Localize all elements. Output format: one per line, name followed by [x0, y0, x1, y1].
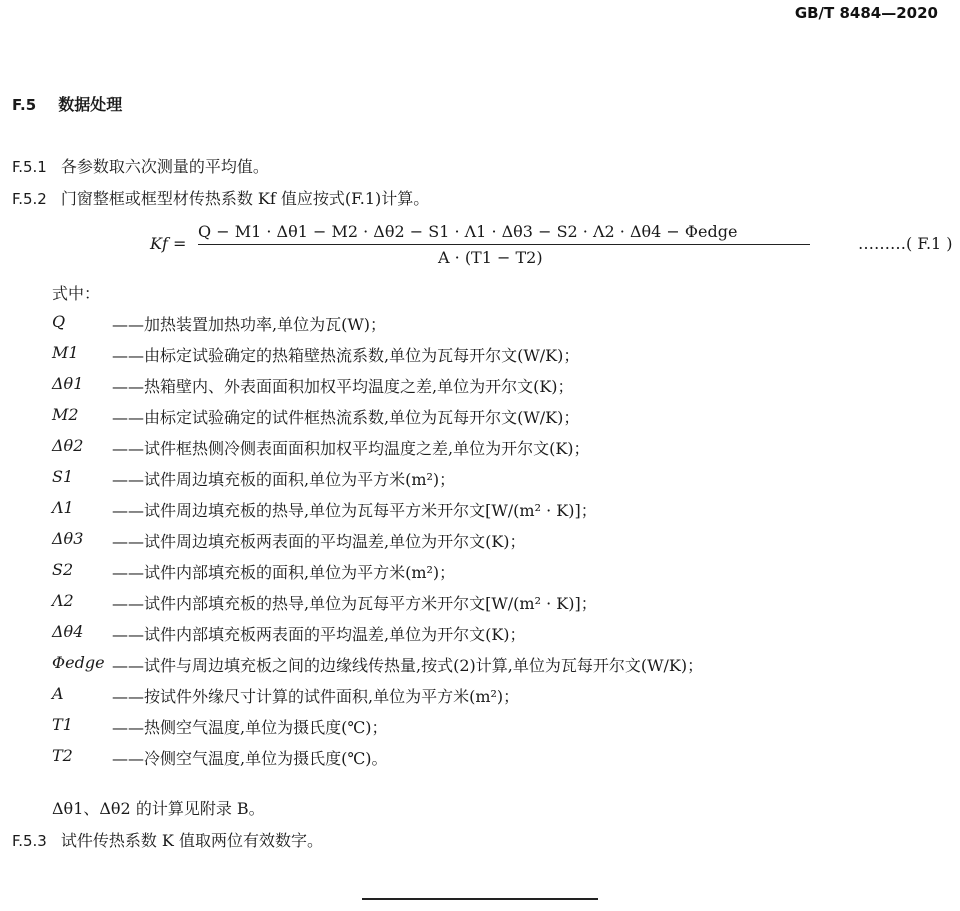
- description: ——热箱壁内、外表面面积加权平均温度之差,单位为开尔文(K)；: [112, 377, 574, 396]
- symbol: A: [52, 684, 64, 703]
- symbol: Δθ1: [52, 374, 84, 393]
- description: ——试件框热侧冷侧表面面积加权平均温度之差,单位为开尔文(K)；: [112, 439, 590, 458]
- symbol: Δθ4: [52, 622, 84, 641]
- description: ——试件与周边填充板之间的边缘线传热量,按式(2)计算,单位为瓦每开尔文(W/K)；: [112, 656, 704, 675]
- symbol: M1: [52, 343, 79, 362]
- section-number: F.5: [12, 96, 37, 114]
- description: ——热侧空气温度,单位为摄氏度(℃)；: [112, 718, 388, 737]
- clause-f53: [12, 828, 323, 851]
- description: ——按试件外缘尺寸计算的试件面积,单位为平方米(m²)；: [112, 687, 520, 706]
- clause-number: F.5.2: [12, 190, 47, 208]
- symbol: T1: [52, 715, 73, 734]
- description: ——试件周边填充板两表面的平均温差,单位为开尔文(K)；: [112, 532, 526, 551]
- clause-f52: [12, 186, 429, 209]
- appendix-note: Δθ1、Δθ2 的计算见附录 B。: [52, 799, 265, 818]
- symbol: T2: [52, 746, 73, 765]
- clause-f51: [12, 154, 269, 177]
- formula-f1: [150, 222, 953, 272]
- description: ——试件内部填充板的面积,单位为平方米(m²)；: [112, 563, 456, 582]
- symbol: Δθ3: [52, 529, 84, 548]
- description: ——试件周边填充板的热导,单位为瓦每平方米开尔文[W/(m² · K)]；: [112, 501, 597, 520]
- symbol: Λ1: [52, 498, 74, 517]
- equation-number: ………( F.1 ): [858, 234, 953, 253]
- standard-code: GB/T 8484—2020: [794, 4, 938, 22]
- formula-denominator: A · (T1 − T2): [438, 248, 543, 267]
- description: ——加热装置加热功率,单位为瓦(W)；: [112, 315, 387, 334]
- section-heading: [12, 92, 122, 115]
- end-rule: [362, 898, 598, 900]
- symbol: Q: [52, 312, 66, 331]
- section-title: 数据处理: [58, 95, 123, 114]
- description: ——由标定试验确定的试件框热流系数,单位为瓦每开尔文(W/K)；: [112, 408, 580, 427]
- clause-number: F.5.3: [12, 832, 47, 850]
- symbol: Δθ2: [52, 436, 84, 455]
- description: ——冷侧空气温度,单位为摄氏度(℃)。: [112, 749, 388, 768]
- clause-text: 各参数取六次测量的平均值。: [60, 157, 269, 176]
- description: ——试件内部填充板的热导,单位为瓦每平方米开尔文[W/(m² · K)]；: [112, 594, 597, 613]
- clause-text: 门窗整框或框型材传热系数 Kf 值应按式(F.1)计算。: [60, 189, 430, 208]
- symbol: Φedge: [52, 653, 105, 672]
- fraction-bar: [198, 244, 810, 245]
- description: ——试件内部填充板两表面的平均温差,单位为开尔文(K)；: [112, 625, 526, 644]
- symbol: Λ2: [52, 591, 74, 610]
- description: ——试件周边填充板的面积,单位为平方米(m²)；: [112, 470, 456, 489]
- where-label: 式中：: [52, 284, 101, 303]
- symbol: M2: [52, 405, 79, 424]
- formula-lhs: Kf =: [150, 234, 187, 253]
- symbol: S1: [52, 467, 74, 486]
- clause-text: 试件传热系数 K 值取两位有效数字。: [60, 831, 323, 850]
- symbol: S2: [52, 560, 74, 579]
- clause-number: F.5.1: [12, 158, 47, 176]
- description: ——由标定试验确定的热箱壁热流系数,单位为瓦每开尔文(W/K)；: [112, 346, 580, 365]
- formula-numerator: Q − M1 · Δθ1 − M2 · Δθ2 − S1 · Λ1 · Δθ3 − S2 · Λ2 · Δθ4 − Φedge: [198, 222, 738, 241]
